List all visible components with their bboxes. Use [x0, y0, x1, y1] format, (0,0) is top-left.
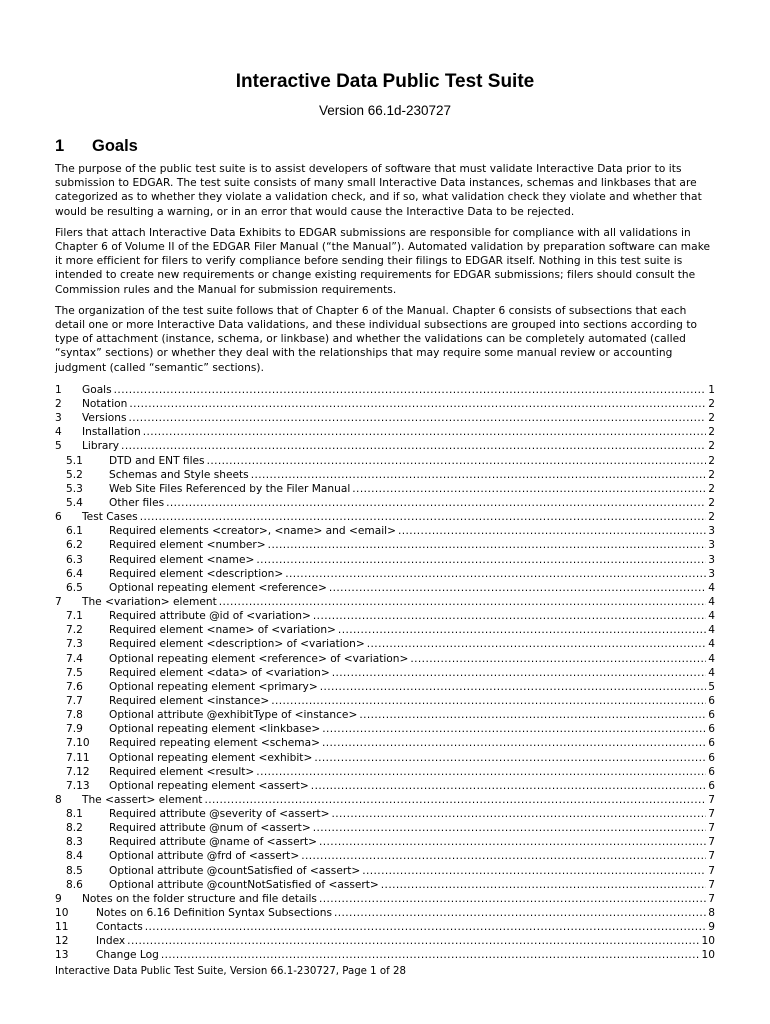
page-footer: Interactive Data Public Test Suite, Version 66.1-230727, Page 1 of 28	[55, 966, 406, 977]
toc-dot-leader	[204, 793, 706, 807]
toc-entry-page: 6	[708, 779, 715, 792]
toc-entry-page: 3	[708, 553, 715, 566]
toc-entry-title: Contacts	[96, 921, 143, 934]
toc-entry-page: 2	[708, 454, 715, 467]
toc-entry-title: Required element <description> of <variation>	[109, 638, 365, 651]
toc-entry[interactable]	[55, 383, 715, 397]
section-title: Goals	[92, 137, 138, 155]
toc-dot-leader	[121, 439, 706, 453]
toc-entry-page: 8	[708, 907, 715, 920]
toc-entry[interactable]	[55, 680, 715, 694]
toc-entry-page: 2	[708, 440, 715, 453]
toc-entry-title: Optional repeating element <reference> of <variation>	[109, 652, 409, 665]
toc-entry[interactable]	[55, 779, 715, 793]
toc-entry-page: 10	[701, 935, 715, 948]
toc-dot-leader	[313, 609, 706, 623]
toc-entry-number: 7.11	[66, 751, 90, 764]
toc-entry[interactable]	[55, 468, 715, 482]
toc-entry-number: 2	[55, 397, 62, 410]
toc-entry[interactable]	[55, 694, 715, 708]
section-number: 1	[55, 137, 65, 155]
toc-entry-page: 4	[708, 624, 715, 637]
toc-entry-number: 7.1	[66, 610, 83, 623]
toc-entry-number: 10	[55, 907, 69, 920]
toc-entry-number: 7.9	[66, 723, 83, 736]
toc-entry-title: Optional repeating element <assert>	[109, 779, 309, 792]
toc-entry-number: 5.4	[66, 496, 83, 509]
toc-entry-page: 2	[708, 468, 715, 481]
toc-entry-page: 7	[708, 850, 715, 863]
toc-entry-page: 9	[708, 921, 715, 934]
toc-entry-number: 8.4	[66, 850, 83, 863]
toc-dot-leader	[334, 906, 706, 920]
toc-entry[interactable]	[55, 524, 715, 538]
toc-entry-title: Optional attribute @countSatisfied of <assert>	[109, 864, 361, 877]
toc-entry-number: 7.10	[66, 737, 90, 750]
toc-entry-title: Required attribute @name of <assert>	[109, 836, 317, 849]
toc-entry-page: 4	[708, 638, 715, 651]
toc-dot-leader	[127, 934, 699, 948]
toc-dot-leader	[114, 383, 707, 397]
document-page	[55, 70, 715, 963]
toc-entry-number: 7.5	[66, 666, 83, 679]
toc-entry[interactable]	[55, 835, 715, 849]
toc-entry-title: Required attribute @id of <variation>	[109, 610, 311, 623]
toc-entry-title: Goals	[82, 383, 112, 396]
toc-entry-page: 6	[708, 737, 715, 750]
toc-entry-page: 5	[708, 680, 715, 693]
toc-entry-page: 7	[708, 878, 715, 891]
toc-entry-title: Required element <result>	[109, 765, 255, 778]
toc-entry-number: 13	[55, 949, 69, 962]
toc-dot-leader	[398, 524, 706, 538]
toc-entry-number: 6	[55, 511, 62, 524]
toc-entry-number: 7	[55, 595, 62, 608]
toc-entry-number: 9	[55, 892, 62, 905]
toc-entry[interactable]	[55, 397, 715, 411]
toc-entry-number: 6.3	[66, 553, 83, 566]
toc-dot-leader	[301, 849, 706, 863]
toc-dot-leader	[268, 538, 707, 552]
toc-entry-number: 8.3	[66, 836, 83, 849]
toc-entry-page: 1	[708, 383, 715, 396]
toc-entry-number: 8.5	[66, 864, 83, 877]
toc-entry[interactable]	[55, 439, 715, 453]
toc-entry-title: Required element <instance>	[109, 694, 270, 707]
toc-entry-page: 7	[708, 892, 715, 905]
toc-entry-page: 4	[708, 581, 715, 594]
toc-dot-leader	[140, 510, 707, 524]
toc-entry-number: 7.7	[66, 694, 83, 707]
toc-entry-title: Required attribute @severity of <assert>	[109, 808, 330, 821]
toc-entry-number: 8.1	[66, 808, 83, 821]
toc-entry-page: 7	[708, 836, 715, 849]
toc-entry-page: 4	[708, 610, 715, 623]
toc-entry-page: 2	[708, 426, 715, 439]
toc-dot-leader	[338, 623, 706, 637]
table-of-contents	[55, 383, 715, 963]
toc-entry-page: 2	[708, 397, 715, 410]
toc-entry[interactable]	[55, 652, 715, 666]
toc-dot-leader	[367, 637, 706, 651]
toc-dot-leader	[251, 468, 707, 482]
toc-entry[interactable]	[55, 553, 715, 567]
goals-paragraph-3: The organization of the test suite follows that of Chapter 6 of the Manual. Chapter 6 consists of subsections that each detail one or more Interactive Data validations, and these individual subsections are grouped into sections according to type of attachment (instance, schema, or linkbase) and whether the validations can be completely automated (called “syntax” sections) or whether they deal with the relationships that may require some manual review or accounting judgment (called “semantic” sections).	[55, 304, 698, 374]
toc-entry-page: 6	[708, 694, 715, 707]
toc-entry-title: Optional repeating element <reference>	[109, 581, 327, 594]
toc-entry-number: 1	[55, 383, 62, 396]
toc-dot-leader	[381, 878, 706, 892]
toc-dot-leader	[319, 835, 706, 849]
toc-entry[interactable]	[55, 934, 715, 948]
toc-entry-number: 7.13	[66, 779, 90, 792]
toc-dot-leader	[332, 807, 707, 821]
toc-entry-page: 3	[708, 525, 715, 538]
toc-entry-page: 2	[708, 496, 715, 509]
toc-entry-page: 4	[708, 666, 715, 679]
toc-entry[interactable]	[55, 496, 715, 510]
toc-entry-title: Optional repeating element <exhibit>	[109, 751, 313, 764]
toc-entry-title: Web Site Files Referenced by the Filer Manual	[109, 482, 351, 495]
toc-entry-page: 4	[708, 595, 715, 608]
toc-dot-leader	[271, 694, 706, 708]
toc-entry-number: 5	[55, 440, 62, 453]
toc-entry[interactable]	[55, 425, 715, 439]
toc-entry-title: Optional repeating element <linkbase>	[109, 723, 321, 736]
toc-entry[interactable]	[55, 567, 715, 581]
goals-paragraph-2: Filers that attach Interactive Data Exhibits to EDGAR submissions are responsible for compliance with all validations in Chapter 6 of Volume II of the EDGAR Filer Manual (“the Manual”). Automated validation by preparation software can make it more efficient for filers to verify compliance before sending their filings to EDGAR itself. Nothing in this test suite is intended to create new requirements or change existing requirements for EDGAR submissions; filers should consult the Commission rules and the Manual for submission requirements.	[55, 226, 711, 296]
toc-entry[interactable]	[55, 751, 715, 765]
toc-entry[interactable]	[55, 864, 715, 878]
toc-dot-leader	[362, 864, 706, 878]
toc-dot-leader	[285, 567, 706, 581]
section-heading-goals	[55, 136, 715, 156]
toc-entry-number: 8	[55, 793, 62, 806]
document-title: Interactive Data Public Test Suite	[235, 71, 535, 92]
toc-dot-leader	[332, 666, 707, 680]
toc-entry-title: Required element <description>	[109, 567, 284, 580]
toc-entry[interactable]	[55, 666, 715, 680]
toc-entry-title: Required element <number>	[109, 539, 266, 552]
toc-entry-page: 3	[708, 567, 715, 580]
toc-entry-page: 7	[708, 864, 715, 877]
toc-dot-leader	[359, 708, 706, 722]
toc-entry[interactable]	[55, 411, 715, 425]
toc-dot-leader	[143, 425, 707, 439]
toc-entry-page: 7	[708, 808, 715, 821]
toc-entry[interactable]	[55, 948, 715, 962]
toc-dot-leader	[207, 454, 707, 468]
toc-entry-number: 7.12	[66, 765, 90, 778]
toc-entry-title: Required elements <creator>, <name> and <email>	[109, 525, 396, 538]
toc-entry-number: 8.2	[66, 822, 83, 835]
toc-dot-leader	[320, 680, 707, 694]
toc-entry[interactable]	[55, 807, 715, 821]
goals-paragraph-1: The purpose of the public test suite is to assist developers of software that must validate Interactive Data prior to its submission to EDGAR. The test suite consists of many small Interactive Data instances, schemas and linkbases that are categorized as to whether they violate a validation check, and if so, what validation check they violate and whether that would be resulting a warning, or in an error that would cause the Interactive Data to be rejected.	[55, 163, 702, 218]
toc-entry-number: 5.1	[66, 454, 83, 467]
toc-entry[interactable]	[55, 482, 715, 496]
toc-entry-title: Library	[82, 440, 120, 453]
toc-entry-page: 7	[708, 822, 715, 835]
toc-entry-title: Required repeating element <schema>	[109, 737, 320, 750]
document-version: Version 66.1d-230727	[318, 103, 452, 118]
toc-entry-number: 7.8	[66, 709, 83, 722]
toc-entry-number: 7.4	[66, 652, 83, 665]
toc-dot-leader	[128, 411, 706, 425]
toc-entry[interactable]	[55, 892, 715, 906]
toc-dot-leader	[314, 751, 706, 765]
toc-dot-leader	[256, 765, 706, 779]
toc-entry[interactable]	[55, 454, 715, 468]
toc-entry-title: Optional attribute @countNotSatisfied of <assert>	[109, 878, 379, 891]
toc-dot-leader	[145, 920, 707, 934]
toc-dot-leader	[329, 581, 706, 595]
toc-entry-number: 7.3	[66, 638, 83, 651]
toc-entry[interactable]	[55, 510, 715, 524]
toc-entry-number: 7.2	[66, 624, 83, 637]
toc-entry-number: 6.2	[66, 539, 83, 552]
toc-entry[interactable]	[55, 708, 715, 722]
toc-entry-number: 11	[55, 921, 69, 934]
toc-dot-leader	[352, 482, 706, 496]
toc-entry[interactable]	[55, 637, 715, 651]
toc-entry-page: 6	[708, 765, 715, 778]
toc-entry-page: 2	[708, 412, 715, 425]
toc-entry-number: 6.5	[66, 581, 83, 594]
toc-dot-leader	[410, 652, 706, 666]
toc-entry-title: Notation	[82, 397, 128, 410]
toc-entry-title: The <assert> element	[82, 793, 203, 806]
toc-entry-number: 5.2	[66, 468, 83, 481]
toc-entry[interactable]	[55, 722, 715, 736]
toc-entry-title: Change Log	[96, 949, 159, 962]
toc-entry[interactable]	[55, 849, 715, 863]
toc-entry[interactable]	[55, 736, 715, 750]
toc-entry-title: Notes on the folder structure and file details	[82, 892, 317, 905]
toc-entry-title: Notes on 6.16 Definition Syntax Subsections	[96, 907, 332, 920]
toc-entry[interactable]	[55, 595, 715, 609]
toc-entry-page: 2	[708, 482, 715, 495]
toc-entry-title: Schemas and Style sheets	[109, 468, 249, 481]
toc-entry-title: Test Cases	[82, 511, 138, 524]
toc-entry-title: The <variation> element	[82, 595, 217, 608]
toc-entry-number: 3	[55, 412, 62, 425]
toc-entry-title: Optional repeating element <primary>	[109, 680, 318, 693]
toc-entry[interactable]	[55, 906, 715, 920]
toc-dot-leader	[166, 496, 706, 510]
toc-entry[interactable]	[55, 920, 715, 934]
toc-entry-page: 10	[701, 949, 715, 962]
toc-entry-title: Required attribute @num of <assert>	[109, 822, 311, 835]
toc-dot-leader	[161, 948, 700, 962]
toc-entry[interactable]	[55, 609, 715, 623]
toc-dot-leader	[322, 736, 706, 750]
toc-entry[interactable]	[55, 793, 715, 807]
toc-entry-title: Other files	[109, 496, 165, 509]
toc-entry[interactable]	[55, 765, 715, 779]
toc-entry[interactable]	[55, 581, 715, 595]
toc-entry-page: 4	[708, 652, 715, 665]
toc-entry-title: Optional attribute @frd of <assert>	[109, 850, 300, 863]
toc-entry[interactable]	[55, 878, 715, 892]
toc-dot-leader	[219, 595, 707, 609]
toc-dot-leader	[256, 553, 706, 567]
toc-entry-number: 12	[55, 935, 69, 948]
toc-entry-number: 4	[55, 426, 62, 439]
toc-dot-leader	[322, 722, 706, 736]
toc-entry-title: Required element <data> of <variation>	[109, 666, 330, 679]
toc-dot-leader	[313, 821, 707, 835]
toc-entry-title: DTD and ENT files	[109, 454, 205, 467]
toc-entry-page: 6	[708, 751, 715, 764]
toc-entry-title: Required element <name>	[109, 553, 255, 566]
toc-entry[interactable]	[55, 821, 715, 835]
toc-dot-leader	[311, 779, 706, 793]
toc-dot-leader	[319, 892, 706, 906]
toc-entry-page: 6	[708, 709, 715, 722]
toc-entry-number: 5.3	[66, 482, 83, 495]
toc-entry[interactable]	[55, 538, 715, 552]
toc-entry-page: 6	[708, 723, 715, 736]
toc-entry-page: 3	[708, 539, 715, 552]
toc-entry-title: Index	[96, 935, 126, 948]
toc-entry-page: 7	[708, 793, 715, 806]
toc-entry-title: Installation	[82, 426, 141, 439]
toc-entry-page: 2	[708, 511, 715, 524]
toc-entry[interactable]	[55, 623, 715, 637]
toc-dot-leader	[129, 397, 706, 411]
toc-entry-title: Required element <name> of <variation>	[109, 624, 336, 637]
toc-entry-number: 8.6	[66, 878, 83, 891]
toc-entry-number: 6.1	[66, 525, 83, 538]
toc-entry-title: Optional attribute @exhibitType of <instance>	[109, 709, 358, 722]
toc-entry-number: 7.6	[66, 680, 83, 693]
toc-entry-number: 6.4	[66, 567, 83, 580]
toc-entry-title: Versions	[82, 412, 127, 425]
